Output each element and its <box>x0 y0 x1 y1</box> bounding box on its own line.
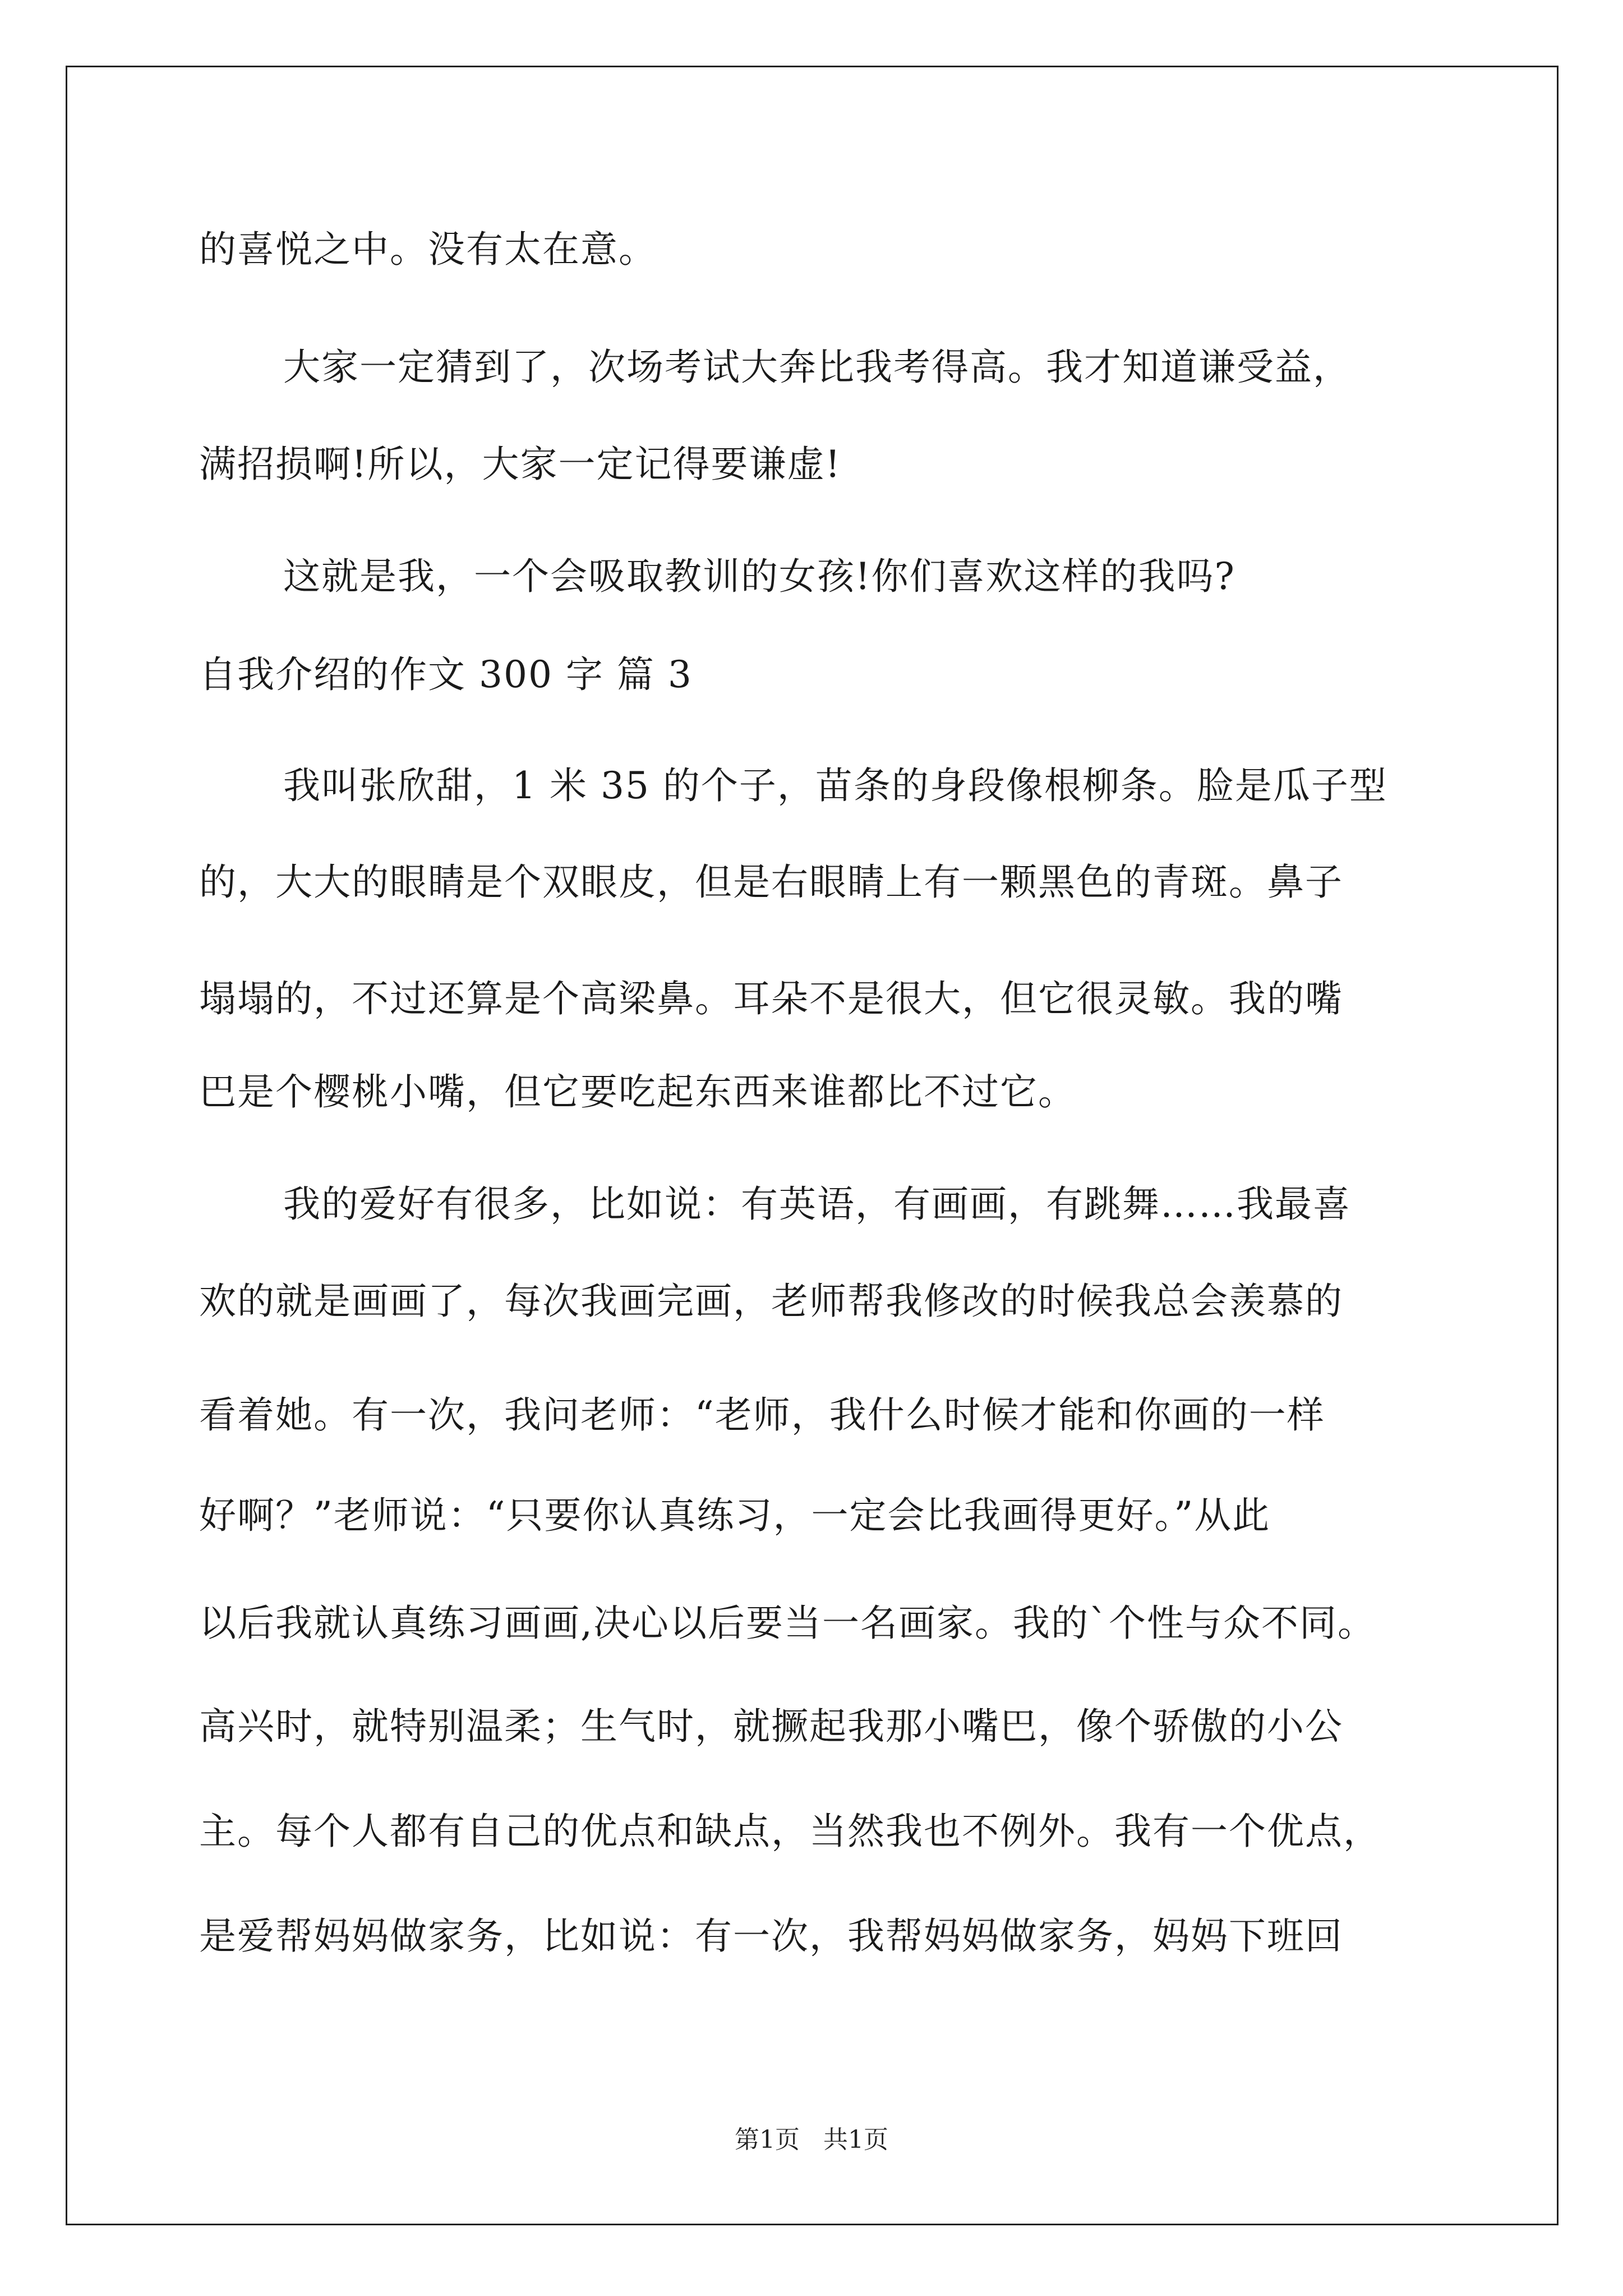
text-line: 是爱帮妈妈做家务，比如说：有一次，我帮妈妈做家务，妈妈下班回 <box>199 1915 1343 1958</box>
text-line: 巴是个樱桃小嘴，但它要吃起东西来谁都比不过它。 <box>199 1070 1076 1114</box>
text-line: 看着她。有一次，我问老师：“老师，我什么时候才能和你画的一样 <box>199 1393 1325 1437</box>
page-footer: 第1页 共1页 <box>735 2125 888 2154</box>
section-heading: 自我介绍的作文 300 字 篇 3 <box>199 653 693 696</box>
paragraph-start-line: 大家一定猜到了，次场考试大奔比我考得高。我才知道谦受益， <box>283 346 1351 389</box>
paragraph-start-line: 我叫张欣甜，1 米 35 的个子，苗条的身段像根柳条。脸是瓜子型 <box>283 764 1387 807</box>
text-line: 主。每个人都有自己的优点和缺点，当然我也不例外。我有一个优点， <box>199 1810 1381 1853</box>
text-line: 的，大大的眼睛是个双眼皮，但是右眼睛上有一颗黑色的青斑。鼻子 <box>199 861 1343 904</box>
text-line: 欢的就是画画了，每次我画完画，老师帮我修改的时候我总会羡慕的 <box>199 1280 1343 1323</box>
text-line: 以后我就认真练习画画,决心以后要当一名画家。我的`个性与众不同。 <box>199 1602 1376 1645</box>
paragraph-start-line: 这就是我，一个会吸取教训的女孩!你们喜欢这样的我吗? <box>283 555 1235 598</box>
text-line: 高兴时，就特别温柔；生气时，就撅起我那小嘴巴，像个骄傲的小公 <box>199 1705 1343 1748</box>
text-line: 满招损啊!所以，大家一定记得要谦虚! <box>199 443 842 486</box>
text-line: 的喜悦之中。没有太在意。 <box>199 228 657 271</box>
paragraph-start-line: 我的爱好有很多，比如说：有英语，有画画，有跳舞……我最喜 <box>283 1182 1351 1226</box>
text-line: 塌塌的，不过还算是个高梁鼻。耳朵不是很大，但它很灵敏。我的嘴 <box>199 977 1343 1020</box>
text-line: 好啊？”老师说：“只要你认真练习，一定会比我画得更好。”从此 <box>199 1494 1271 1537</box>
